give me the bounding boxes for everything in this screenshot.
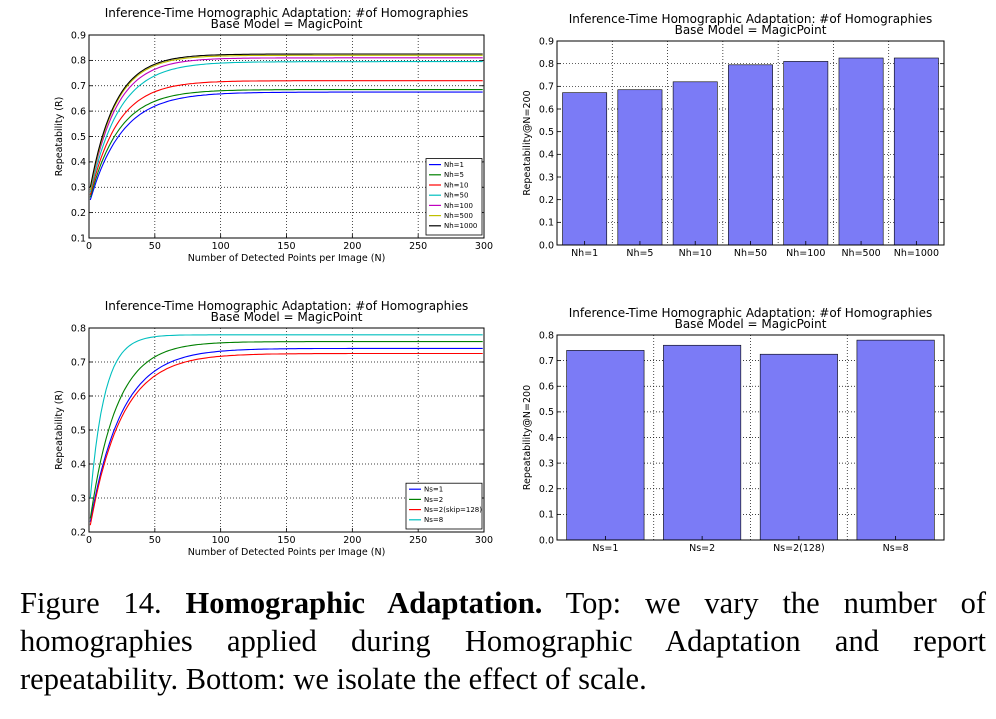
chart-title-line: Base Model = MagicPoint [674,317,827,331]
y-tick-label: 0.7 [70,81,86,93]
y-tick-label: 0.3 [70,182,86,194]
y-tick-label: 0.4 [538,432,554,444]
y-tick-label: 0.6 [70,106,86,118]
chart-bottom-left [0,290,500,570]
x-tick-label: 250 [409,241,428,252]
legend-label: Nh=10 [444,181,469,190]
y-tick-label: 0.4 [70,459,86,471]
x-tick-label: 150 [277,241,296,252]
chart-bottom-left-svg [0,290,500,570]
legend-label: Nh=500 [444,212,473,220]
x-tick-label: 50 [148,241,161,252]
y-tick-label: 0.7 [70,357,86,369]
chart-title-line: Base Model = MagicPoint [674,23,827,37]
y-tick-label: 0.1 [538,217,554,229]
chart-title-line: Inference-Time Homographic Adaptation: #of Homographies [568,306,933,320]
y-tick-label: 0.7 [538,81,554,93]
x-tick-label: 150 [277,535,296,546]
caption-bold-title: Homographic Adaptation. [185,586,543,620]
x-tick-label: Nh=5 [626,248,654,259]
y-tick-label: 0.1 [70,233,86,245]
x-tick-label: Nh=50 [733,248,768,259]
x-axis-label: Number of Detected Points per Image (N) [187,547,386,558]
x-tick-label: Nh=100 [786,248,826,259]
series-line-Ns=8 [90,335,482,498]
y-tick-label: 0.4 [70,157,86,169]
y-tick-label: 0.9 [70,30,86,42]
y-tick-label: 0.2 [538,484,554,496]
bar-Nh=500 [839,58,883,245]
bar-Nh=10 [673,82,717,245]
y-tick-label: 0.5 [70,425,86,437]
legend-label: Ns=2 [424,495,444,504]
legend-label: Nh=50 [444,191,469,200]
chart-title-line: Inference-Time Homographic Adaptation: #of Homographies [104,6,469,20]
x-tick-label: Nh=500 [841,248,881,259]
y-tick-label: 0.9 [538,36,554,48]
x-tick-label: 50 [148,535,161,546]
y-tick-label: 0.0 [538,240,554,252]
y-axis-label: Repeatability (R) [54,96,65,177]
x-tick-label: 200 [343,535,362,546]
chart-bottom-right-svg [500,290,996,570]
caption-text: Top: we vary the number of homographies applied during Homographic Adaptation and report repeatability. Bottom: we isolate the effect of scale. [20,586,987,696]
x-tick-label: 300 [474,535,494,546]
bar-Nh=1 [563,93,607,245]
y-tick-label: 0.6 [70,391,86,403]
y-tick-label: 0.8 [538,330,554,342]
x-axis-label: Number of Detected Points per Image (N) [187,253,386,264]
x-tick-label: Ns=2(128) [773,543,825,554]
chart-title-line: Inference-Time Homographic Adaptation: #of Homographies [568,12,933,26]
x-tick-label: 100 [211,241,230,252]
x-tick-label: 250 [409,535,428,546]
y-tick-label: 0.5 [538,126,554,138]
x-tick-label: 200 [343,241,362,252]
bar-Ns=2 [663,345,740,540]
legend-label: Nh=1000 [444,222,478,231]
y-tick-label: 0.6 [538,104,554,116]
y-tick-label: 0.8 [70,55,86,67]
y-tick-label: 0.8 [538,58,554,70]
legend-label: Nh=100 [444,201,473,210]
bar-Nh=5 [618,90,662,245]
x-tick-label: 0 [85,535,93,546]
legend-label: Ns=1 [424,485,444,494]
legend-label: Ns=8 [424,516,444,525]
bar-Nh=100 [784,61,828,245]
x-tick-label: Ns=1 [592,543,619,554]
figure-caption [20,584,986,698]
x-tick-label: 100 [211,535,230,546]
y-tick-label: 0.3 [70,493,86,505]
x-tick-label: Nh=1 [571,248,599,259]
bar-Ns=2(128) [760,354,837,540]
bar-Nh=1000 [894,58,938,245]
y-tick-label: 0.2 [538,194,554,206]
chart-title-line: Base Model = MagicPoint [210,17,363,31]
y-axis-label: Repeatability@N=200 [522,90,533,196]
y-tick-label: 0.0 [538,535,554,547]
legend-label: Nh=1 [444,161,464,169]
chart-top-right-svg [500,0,996,280]
y-axis-label: Repeatability (R) [54,390,65,470]
y-tick-label: 0.5 [70,131,86,143]
bar-Ns=1 [567,350,644,540]
y-axis-label: Repeatability@N=200 [522,384,533,491]
y-tick-label: 0.2 [70,207,86,219]
legend-label: Ns=2(skip=128) [424,506,482,514]
x-tick-label: Nh=1000 [893,248,939,259]
bar-Ns=8 [857,340,934,540]
y-tick-label: 0.3 [538,458,554,470]
chart-top-right [500,0,996,280]
x-tick-label: 300 [474,241,494,252]
chart-title-line: Inference-Time Homographic Adaptation: #of Homographies [104,299,469,313]
caption-label: Figure 14. [20,586,162,620]
y-tick-label: 0.6 [538,381,554,393]
legend-label: Nh=5 [444,171,464,180]
x-tick-label: Nh=10 [678,248,712,259]
x-tick-label: 0 [85,241,93,252]
y-tick-label: 0.1 [538,509,554,521]
chart-bottom-right [500,290,996,570]
y-tick-label: 0.3 [538,172,554,184]
y-tick-label: 0.2 [70,527,86,539]
y-tick-label: 0.5 [538,407,554,419]
chart-top-left [0,0,500,280]
bar-Nh=50 [728,65,772,245]
y-tick-label: 0.7 [538,355,554,367]
y-tick-label: 0.8 [70,323,86,335]
x-tick-label: Ns=2 [689,543,716,554]
y-tick-label: 0.4 [538,149,554,161]
chart-top-left-svg [0,0,500,280]
x-tick-label: Ns=8 [882,543,909,554]
chart-title-line: Base Model = MagicPoint [210,310,363,324]
